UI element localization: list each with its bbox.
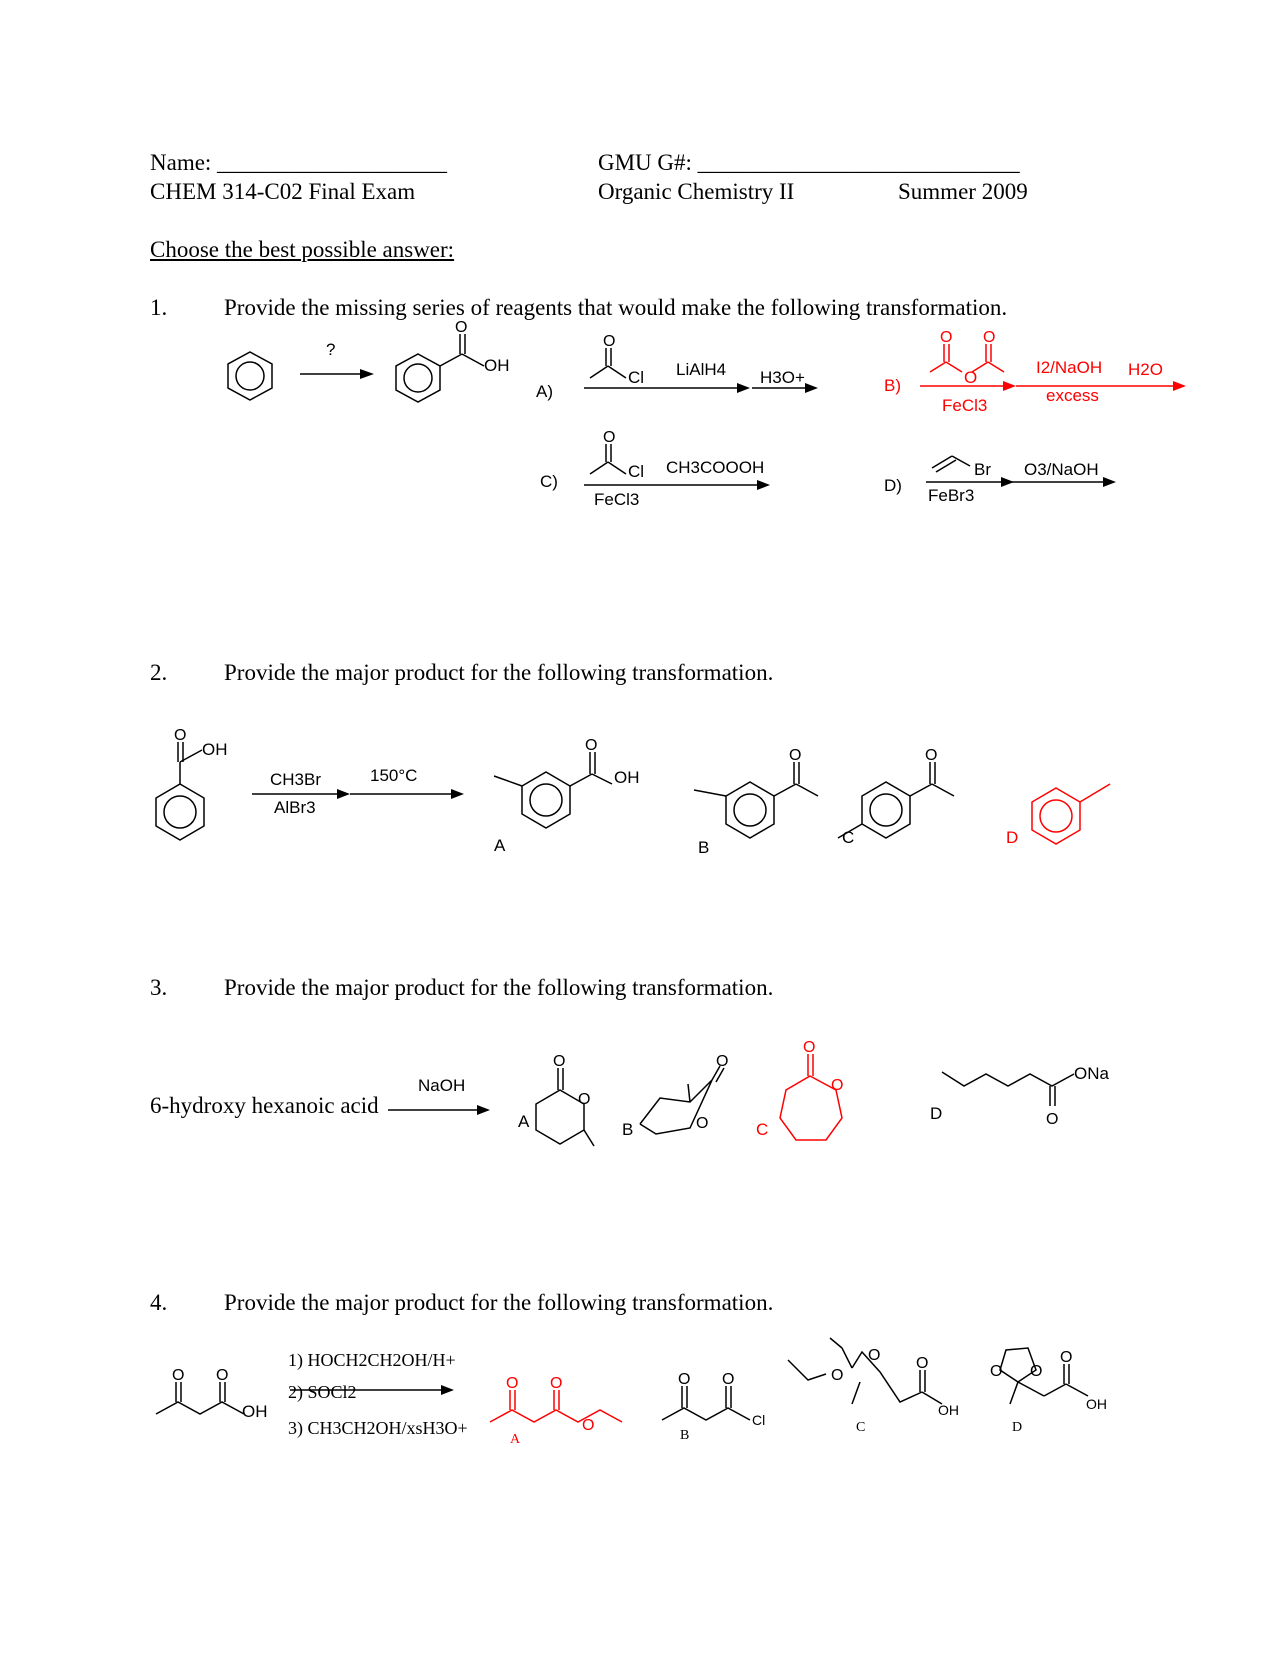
q1-option-c-catalyst: FeCl3 <box>594 490 640 509</box>
svg-text:O: O <box>603 333 616 350</box>
q1-option-a-reagent2: H3O+ <box>760 368 805 387</box>
svg-text:O: O <box>990 1363 1003 1380</box>
q2-reagent-2: AlBr3 <box>274 798 316 817</box>
q3-option-a-label[interactable]: A <box>518 1112 530 1131</box>
svg-text:O: O <box>916 1355 929 1372</box>
name-label: Name: ____________________ <box>150 150 448 175</box>
q1-option-b-letter[interactable]: B) <box>884 376 901 395</box>
svg-text:O: O <box>868 1347 881 1364</box>
svg-text:O: O <box>550 1375 563 1392</box>
svg-text:O: O <box>716 1053 729 1070</box>
q2-option-a-structure <box>494 737 612 828</box>
gmu-id-label: GMU G#: ____________________________ <box>598 150 1020 175</box>
q3-option-d-ona: ONa <box>1074 1064 1109 1083</box>
q3-prompt: Provide the major product for the following transformation. <box>224 975 774 1000</box>
svg-text:O: O <box>678 1371 691 1388</box>
q4-prompt: Provide the major product for the following transformation. <box>224 1290 774 1315</box>
q3-option-d-label[interactable]: D <box>930 1104 943 1123</box>
svg-text:O: O <box>940 329 953 346</box>
svg-text:O: O <box>216 1367 229 1384</box>
q1-option-c-cl: Cl <box>628 462 645 481</box>
svg-text:O: O <box>1060 1349 1073 1366</box>
q2-option-b-structure <box>694 747 818 838</box>
svg-text:O: O <box>506 1375 519 1392</box>
q3-option-c-structure <box>780 1039 843 1140</box>
q2-reagent-1: CH3Br <box>270 770 322 789</box>
svg-text:O: O <box>603 429 616 446</box>
q1-product-oh: OH <box>484 356 510 375</box>
svg-text:O: O <box>696 1115 709 1132</box>
svg-text:O: O <box>172 1367 185 1384</box>
q4-option-d-oh: OH <box>1086 1396 1107 1412</box>
q3-number: 3. <box>150 975 168 1000</box>
q1-option-b-ester-o: O <box>964 368 978 387</box>
q1-option-b-reagent1-excess: excess <box>1046 386 1099 405</box>
q2-option-d-label[interactable]: D <box>1006 828 1019 847</box>
q3-reagent: NaOH <box>418 1076 466 1095</box>
svg-text:O: O <box>722 1371 735 1388</box>
q4-option-a-structure <box>490 1375 622 1434</box>
q2-option-c-structure <box>838 747 954 838</box>
q1-number: 1. <box>150 295 168 320</box>
q1-option-b-reagent2: H2O <box>1128 360 1163 379</box>
q1-option-c-reagent1: CH3COOOH <box>666 458 765 477</box>
q4-option-c-label[interactable]: C <box>856 1420 866 1435</box>
subject-title: Organic Chemistry II <box>598 179 795 204</box>
q1-benzene-start <box>228 352 272 400</box>
q2-temperature: 150°C <box>370 766 418 785</box>
q4-option-c-oh: OH <box>938 1402 959 1418</box>
q1-option-b-catalyst: FeCl3 <box>942 396 988 415</box>
svg-text:O: O <box>553 1053 566 1070</box>
q4-step-2: 2) SOCl2 <box>288 1382 357 1402</box>
svg-text:O: O <box>789 747 802 764</box>
q3-option-d-structure <box>942 1072 1074 1128</box>
svg-text:O: O <box>1046 1111 1059 1128</box>
q1-option-d-catalyst: FeBr3 <box>928 486 975 505</box>
q1-option-a-cl: Cl <box>628 368 645 387</box>
q2-option-a-label[interactable]: A <box>494 836 506 855</box>
svg-text:O: O <box>831 1367 844 1384</box>
q3-option-a-structure <box>536 1053 594 1146</box>
q3-option-b-label[interactable]: B <box>622 1120 634 1139</box>
q2-option-d-structure <box>1032 784 1110 844</box>
q1-option-a-reagent1: LiAlH4 <box>676 360 727 379</box>
svg-text:O: O <box>455 319 468 336</box>
q3-option-b-structure <box>640 1053 728 1134</box>
q4-starting-material <box>156 1367 244 1414</box>
q1-option-d-br: Br <box>974 460 991 479</box>
q4-option-c-structure <box>788 1338 942 1404</box>
svg-text:O: O <box>803 1039 816 1056</box>
q2-option-c-label[interactable]: C <box>842 828 855 847</box>
q1-product <box>396 319 484 402</box>
svg-text:O: O <box>578 1091 591 1108</box>
q2-prompt: Provide the major product for the following transformation. <box>224 660 774 685</box>
q3-starting-material: 6-hydroxy hexanoic acid <box>150 1093 379 1118</box>
q2-number: 2. <box>150 660 168 685</box>
q4-option-b-label[interactable]: B <box>680 1428 690 1443</box>
svg-text:O: O <box>585 737 598 754</box>
course-title: CHEM 314-C02 Final Exam <box>150 179 416 204</box>
q2-option-a-oh: OH <box>614 768 640 787</box>
q1-prompt: Provide the missing series of reagents that would make the following transformation. <box>224 295 1008 320</box>
q1-option-a-letter[interactable]: A) <box>536 382 553 401</box>
q4-step-1: 1) HOCH2CH2OH/H+ <box>288 1350 456 1370</box>
q4-number: 4. <box>150 1290 168 1315</box>
q1-option-b-reagent1: I2/NaOH <box>1036 358 1103 377</box>
q1-unknown-reagent: ? <box>326 340 336 359</box>
instructions: Choose the best possible answer: <box>150 237 455 262</box>
q4-option-d-structure <box>990 1348 1088 1404</box>
q4-option-b-cl: Cl <box>752 1412 766 1428</box>
q1-option-d-letter[interactable]: D) <box>884 476 902 495</box>
q4-starting-oh: OH <box>242 1402 268 1421</box>
svg-text:O: O <box>582 1417 595 1434</box>
q4-step-3: 3) CH3CH2OH/xsH3O+ <box>288 1418 468 1438</box>
svg-text:O: O <box>925 747 938 764</box>
svg-text:O: O <box>174 727 187 744</box>
q1-option-d-reagent1: O3/NaOH <box>1024 460 1099 479</box>
q2-starting-material <box>156 727 204 840</box>
svg-text:O: O <box>1030 1363 1043 1380</box>
q1-option-c-letter[interactable]: C) <box>540 472 558 491</box>
svg-text:O: O <box>983 329 996 346</box>
svg-text:O: O <box>831 1077 844 1094</box>
q2-starting-oh: OH <box>202 740 228 759</box>
q2-option-b-label[interactable]: B <box>698 838 710 857</box>
q4-option-a-label[interactable]: A <box>510 1432 521 1447</box>
q4-option-d-label[interactable]: D <box>1012 1420 1023 1435</box>
q4-option-b-structure <box>662 1371 750 1420</box>
q3-option-c-label[interactable]: C <box>756 1120 769 1139</box>
term-label: Summer 2009 <box>898 179 1028 204</box>
